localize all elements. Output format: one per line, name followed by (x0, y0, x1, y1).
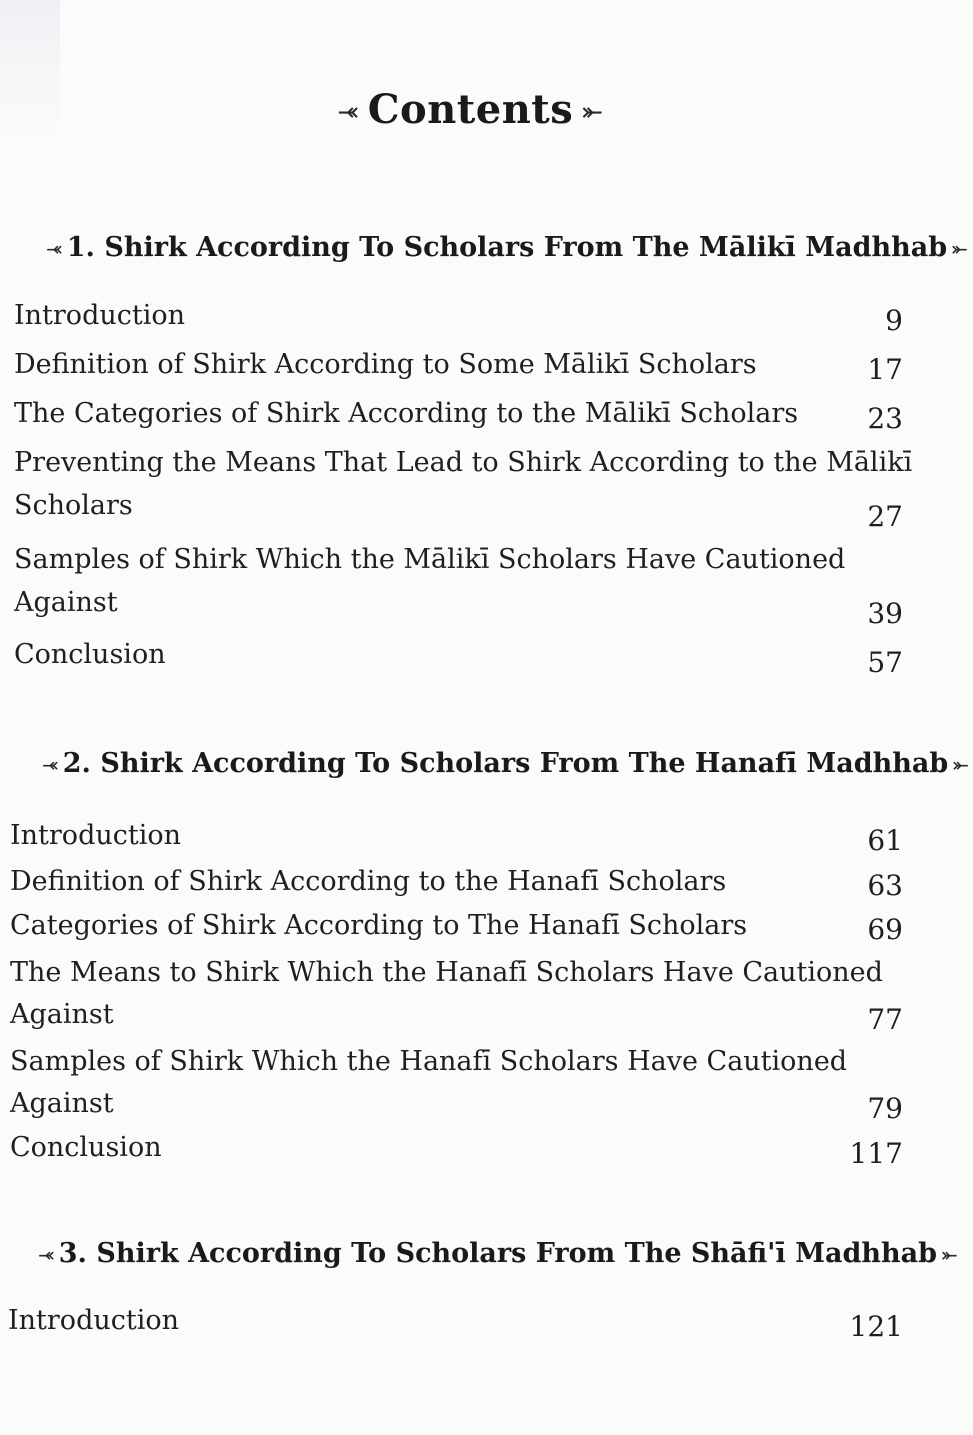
toc-entry-page: 39 (867, 597, 903, 630)
toc-entry-title[interactable]: Samples of Shirk Which the Mālikī Scholars Have Cautioned (14, 544, 846, 575)
ornament-right-icon: ⤜ (581, 98, 604, 128)
toc-entry-page: 77 (867, 1003, 903, 1036)
toc-entry-title-continued[interactable]: Scholars (14, 490, 133, 521)
toc-entry-title[interactable]: Definition of Shirk According to the Hanafī Scholars (10, 866, 727, 897)
toc-entry-title-continued[interactable]: Against (10, 999, 114, 1030)
toc-entry-page: 79 (867, 1092, 903, 1125)
page-title (0, 86, 941, 133)
section-heading-1 (42, 232, 972, 263)
page-title-text: Contents (367, 86, 574, 133)
section-heading-text: 3. Shirk According To Scholars From The Shāfi'ī Madhhab (58, 1238, 938, 1269)
toc-entry-title[interactable]: Conclusion (14, 639, 166, 670)
toc-entry-page: 57 (867, 646, 903, 679)
toc-entry-title-continued[interactable]: Against (10, 1088, 114, 1119)
ornament-left-icon: ⤛ (42, 752, 59, 777)
ornament-right-icon: ⤜ (941, 1242, 958, 1267)
ornament-left-icon: ⤛ (337, 98, 360, 128)
ornament-right-icon: ⤜ (951, 236, 968, 261)
toc-entry-title[interactable]: The Categories of Shirk According to the Mālikī Scholars (14, 398, 799, 429)
ornament-left-icon: ⤛ (38, 1242, 55, 1267)
toc-entry-title[interactable]: Introduction (14, 300, 185, 331)
toc-entry-title[interactable]: Preventing the Means That Lead to Shirk According to the Mālikī (14, 447, 913, 478)
toc-entry-title[interactable]: Definition of Shirk According to Some Mālikī Scholars (14, 349, 757, 380)
toc-entry-title[interactable]: Samples of Shirk Which the Hanafī Scholars Have Cautioned (10, 1046, 848, 1077)
toc-entry-page: 23 (867, 402, 903, 435)
section-heading-2 (38, 748, 973, 779)
section-heading-3 (34, 1238, 962, 1269)
toc-entry-page: 117 (849, 1137, 903, 1170)
toc-entry-title[interactable]: Conclusion (10, 1132, 162, 1163)
toc-entry-title[interactable]: Categories of Shirk According to The Hanafī Scholars (10, 910, 748, 941)
toc-entry-page: 61 (867, 824, 903, 857)
toc-entry-page: 27 (867, 500, 903, 533)
toc-entry-page: 69 (867, 913, 903, 946)
toc-entry-title[interactable]: Introduction (8, 1305, 179, 1336)
ornament-left-icon: ⤛ (46, 236, 63, 261)
ornament-right-icon: ⤜ (952, 752, 969, 777)
toc-entry-title-continued[interactable]: Against (14, 587, 118, 618)
toc-entry-title[interactable]: The Means to Shirk Which the Hanafī Scholars Have Cautioned (10, 957, 883, 988)
toc-entry-page: 9 (885, 304, 903, 337)
toc-entry-title[interactable]: Introduction (10, 820, 181, 851)
toc-entry-page: 17 (867, 353, 903, 386)
section-heading-text: 2. Shirk According To Scholars From The Hanafī Madhhab (62, 748, 949, 779)
section-heading-text: 1. Shirk According To Scholars From The Mālikī Madhhab (66, 232, 948, 263)
toc-entry-page: 63 (867, 869, 903, 902)
toc-entry-page: 121 (849, 1310, 903, 1343)
